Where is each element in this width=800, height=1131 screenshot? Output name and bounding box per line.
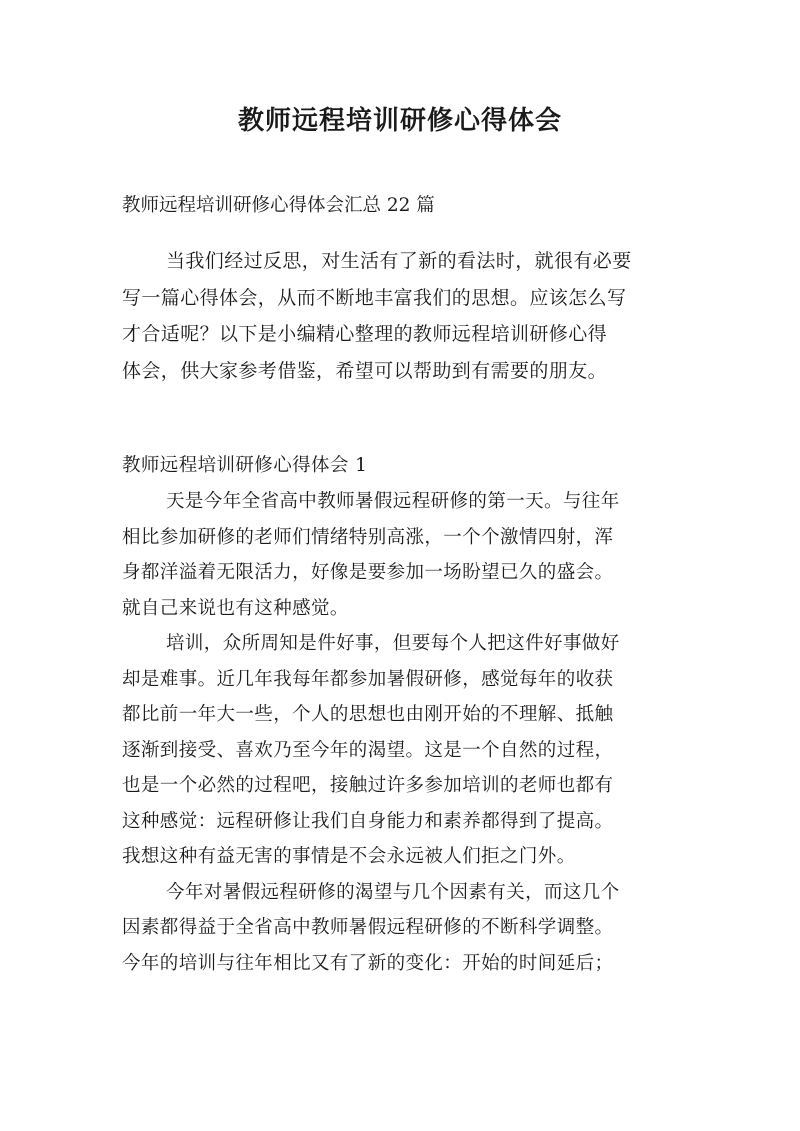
intro-line: 才合适呢？以下是小编精心整理的教师远程培训研修心得 (122, 323, 608, 345)
body-line: 今年对暑假远程研修的渴望与几个因素有关，而这几个 (166, 881, 620, 903)
body-line: 逐渐到接受、喜欢乃至今年的渴望。这是一个自然的过程， (122, 739, 614, 761)
body-line: 这种感觉：远程研修让我们自身能力和素养都得到了提高。 (122, 810, 614, 832)
body-line: 就自己来说也有这种感觉。 (122, 597, 349, 619)
body-line: 相比参加研修的老师们情绪特别高涨，一个个激情四射，浑 (122, 526, 614, 548)
intro-line: 体会，供大家参考借鉴，希望可以帮助到有需要的朋友。 (122, 359, 608, 382)
section-body (122, 484, 694, 981)
body-line: 天是今年全省高中教师暑假远程研修的第一天。与往年 (166, 491, 620, 512)
document-subtitle: 教师远程培训研修心得体会汇总 22 篇 (122, 195, 435, 216)
body-line: 也是一个必然的过程吧，接触过许多参加培训的老师也都有 (122, 775, 614, 796)
body-line: 都比前一年大一些，个人的思想也由刚开始的不理解、抵触 (122, 704, 614, 725)
section-heading: 教师远程培训研修心得体会 1 (122, 455, 368, 476)
body-line: 身都洋溢着无限活力，好像是要参加一场盼望已久的盛会。 (122, 562, 614, 583)
intro-line: 写一篇心得体会，从而不断地丰富我们的思想。应该怎么写 (122, 286, 627, 309)
body-line: 我想这种有益无害的事情是不会永远被人们拒之门外。 (122, 846, 576, 867)
body-line: 培训，众所周知是件好事，但要每个人把这件好事做好 (166, 633, 620, 654)
body-line: 今年的培训与往年相比又有了新的变化：开始的时间延后； (122, 952, 614, 974)
body-line: 因素都得益于全省高中教师暑假远程研修的不断科学调整。 (122, 917, 614, 938)
intro-paragraph (122, 243, 694, 389)
intro-line: 当我们经过反思，对生活有了新的看法时，就很有必要 (166, 250, 632, 272)
document-title: 教师远程培训研修心得体会 (237, 106, 562, 136)
body-line: 却是难事。近几年我每年都参加暑假研修，感觉每年的收获 (122, 668, 614, 690)
